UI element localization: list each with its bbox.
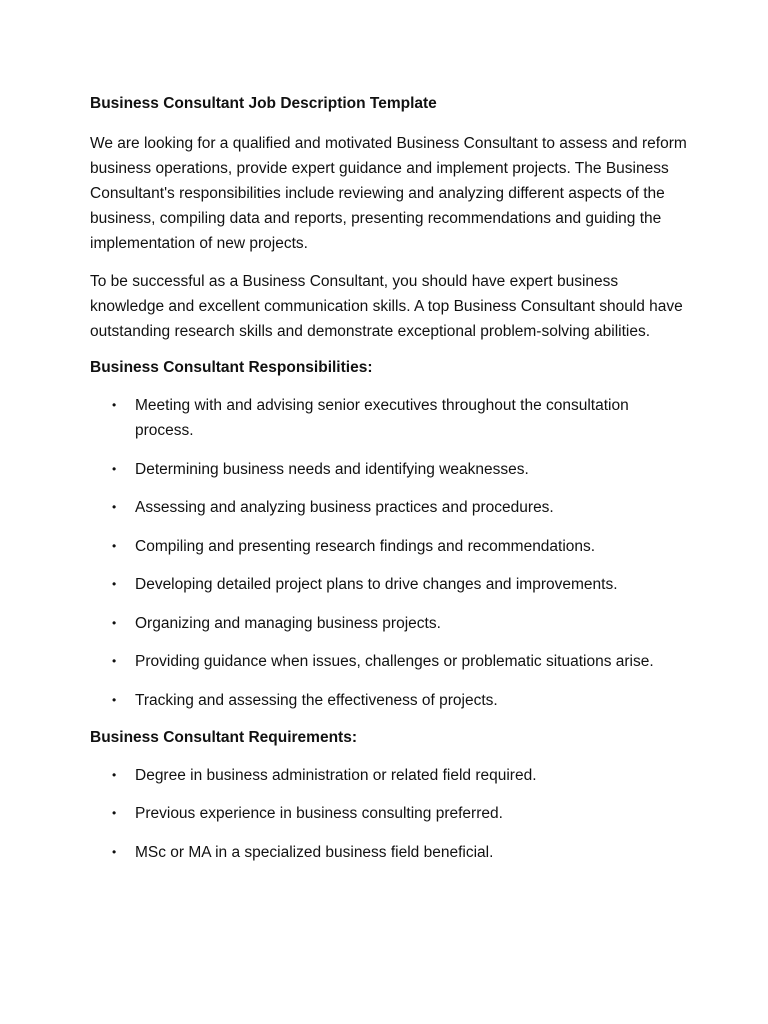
list-item-text: MSc or MA in a specialized business field beneficial.: [135, 843, 494, 861]
list-item-text: Determining business needs and identifying weaknesses.: [135, 460, 529, 478]
list-item: [90, 495, 690, 520]
list-item-text: Compiling and presenting research findings and recommendations.: [135, 537, 596, 555]
document-title: Business Consultant Job Description Template: [90, 95, 437, 112]
responsibilities-list: [90, 393, 690, 713]
bullet-icon: •: [112, 577, 117, 591]
bullet-icon: •: [112, 692, 117, 707]
list-item-text: Previous experience in business consulting preferred.: [135, 805, 503, 822]
bullet-icon: •: [112, 654, 117, 668]
intro-paragraph: To be successful as a Business Consultant, you should have expert business knowledge and excellent communication skills. A top Business Consultant should have outstanding research skills and demonstrate exceptional problem-solving abilities.: [90, 273, 683, 340]
bullet-icon: •: [112, 461, 117, 476]
list-item: [90, 534, 690, 559]
bullet-icon: •: [112, 767, 117, 782]
bullet-icon: •: [112, 806, 117, 820]
requirements-list: [90, 763, 690, 865]
list-item: [90, 763, 690, 788]
responsibilities-heading: Business Consultant Responsibilities:: [90, 359, 373, 376]
list-item: [90, 611, 690, 636]
list-item-text: Assessing and analyzing business practices and procedures.: [135, 499, 554, 516]
list-item-text: Degree in business administration or related field required.: [135, 766, 537, 784]
list-item-text: Tracking and assessing the effectiveness of projects.: [135, 691, 498, 709]
list-item-text: Organizing and managing business projects.: [135, 614, 441, 632]
list-item: [90, 393, 690, 443]
intro-paragraph: We are looking for a qualified and motivated Business Consultant to assess and reform business operations, provide expert guidance and implement projects. The Business Consultant's responsibilities include reviewing and analyzing different aspects of the business, compiling data and reports, presenting recommendations and guiding the implementation of new projects.: [90, 135, 687, 252]
bullet-icon: •: [112, 844, 117, 859]
bullet-icon: •: [112, 538, 117, 553]
document-page: [90, 93, 690, 879]
bullet-icon: •: [112, 615, 117, 630]
list-item: [90, 840, 690, 865]
list-item: [90, 688, 690, 713]
list-item-text: Meeting with and advising senior executives throughout the consultation process.: [135, 397, 629, 439]
list-item: [90, 801, 690, 826]
list-item: [90, 649, 690, 674]
bullet-icon: •: [112, 398, 117, 412]
requirements-heading: Business Consultant Requirements:: [90, 728, 357, 746]
list-item-text: Developing detailed project plans to drive changes and improvements.: [135, 576, 618, 593]
list-item: [90, 457, 690, 482]
bullet-icon: •: [112, 500, 117, 514]
list-item-text: Providing guidance when issues, challenges or problematic situations arise.: [135, 653, 654, 670]
list-item: [90, 572, 690, 597]
